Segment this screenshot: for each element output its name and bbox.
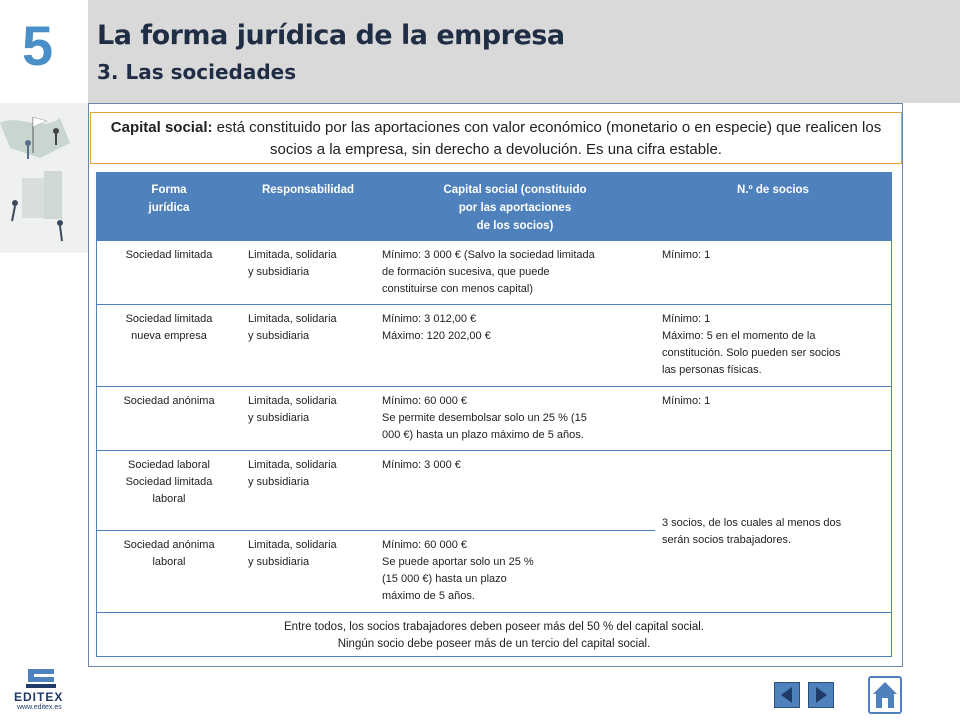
table-row <box>97 305 891 387</box>
cell-socios: Mínimo: 1 Máximo: 5 en el momento de la constitución. Solo pueden ser socios las personas físicas. <box>655 305 891 387</box>
home-icon <box>870 678 900 712</box>
cell-responsabilidad: Limitada, solidaria y subsidiaria <box>241 305 375 387</box>
table-footer-note <box>97 613 891 660</box>
decorative-illustration <box>0 103 88 253</box>
page-title: La forma jurídica de la empresa <box>97 20 565 51</box>
cell-socios: Mínimo: 1 <box>655 387 891 451</box>
table-footer-row <box>97 613 891 660</box>
cell-capital: Mínimo: 60 000 € Se puede aportar solo un 25 % (15 000 €) hasta un plazo máximo de 5 años. <box>375 531 655 613</box>
cell-forma: Sociedad anónima laboral <box>97 531 241 613</box>
chapter-number: 5 <box>22 14 54 77</box>
cell-forma: Sociedad limitada <box>97 241 241 305</box>
footer-line-1: Entre todos, los socios trabajadores deben poseer más del 50 % del capital social. <box>284 621 704 633</box>
footer-line-2: Ningún socio debe poseer más de un tercio del capital social. <box>337 638 651 650</box>
header-forma-juridica: Forma jurídica <box>97 173 241 241</box>
cell-capital: Mínimo: 3 000 € <box>375 451 655 531</box>
editex-logo-url: www.editex.es <box>17 704 62 711</box>
sociedades-table-wrapper <box>96 172 892 657</box>
table-row <box>97 241 891 305</box>
table-row <box>97 387 891 451</box>
header-band <box>88 0 960 103</box>
cell-responsabilidad: Limitada, solidaria y subsidiaria <box>241 241 375 305</box>
previous-slide-button[interactable] <box>774 682 800 708</box>
editex-logo-text: EDITEX <box>14 690 64 704</box>
triangle-right-icon <box>809 683 833 707</box>
cell-responsabilidad: Limitada, solidaria y subsidiaria <box>241 451 375 531</box>
cell-forma: Sociedad anónima <box>97 387 241 451</box>
next-slide-button[interactable] <box>808 682 834 708</box>
header-capital-social: Capital social (constituido por las aportaciones de los socios) <box>375 173 655 241</box>
sociedades-table <box>97 173 891 659</box>
cell-capital: Mínimo: 3 000 € (Salvo la sociedad limitada de formación sucesiva, que puede constituirse con menos capital) <box>375 241 655 305</box>
cell-responsabilidad: Limitada, solidaria y subsidiaria <box>241 387 375 451</box>
cell-forma: Sociedad limitada nueva empresa <box>97 305 241 387</box>
cell-capital: Mínimo: 60 000 € Se permite desembolsar solo un 25 % (15 000 €) hasta un plazo máximo de 5 años. <box>375 387 655 451</box>
intro-term: Capital social: <box>110 119 213 136</box>
header-numero-socios: N.º de socios <box>655 173 891 241</box>
triangle-left-icon <box>775 683 799 707</box>
intro-definition <box>90 112 902 164</box>
table-header-row <box>97 173 891 241</box>
intro-text: está constituido por las aportaciones con valor económico (monetario o en especie) que realicen los socios a la empresa, sin derecho a devolución. Es una cifra estable. <box>212 119 882 158</box>
cell-socios-merged: 3 socios, de los cuales al menos dos serán socios trabajadores. <box>655 451 891 613</box>
table-row <box>97 451 891 531</box>
cell-socios: Mínimo: 1 <box>655 241 891 305</box>
cell-responsabilidad: Limitada, solidaria y subsidiaria <box>241 531 375 613</box>
cell-forma: Sociedad laboral Sociedad limitada laboral <box>97 451 241 531</box>
cell-capital: Mínimo: 3 012,00 € Máximo: 120 202,00 € <box>375 305 655 387</box>
page-subtitle: 3. Las sociedades <box>97 60 297 84</box>
header-responsabilidad: Responsabilidad <box>241 173 375 241</box>
home-button[interactable] <box>868 676 902 714</box>
